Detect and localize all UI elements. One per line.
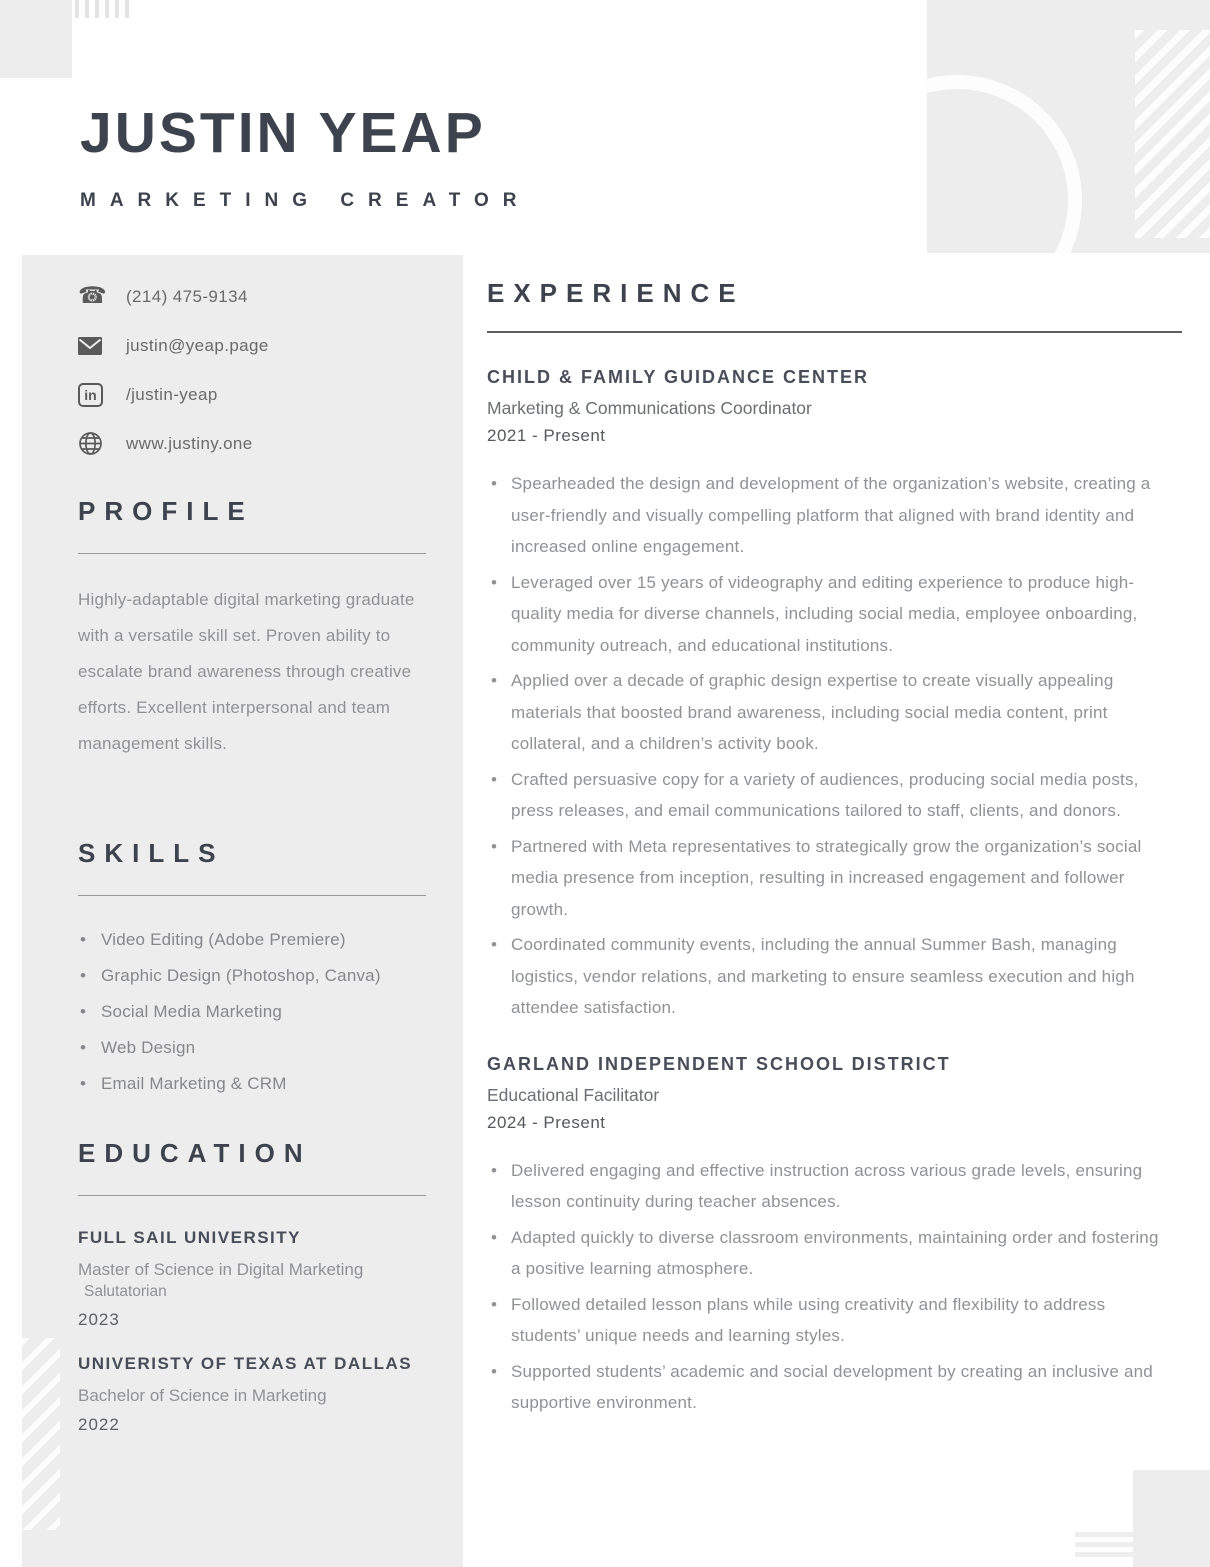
job-role: Marketing & Communications Coordinator (487, 398, 812, 418)
degree: Master of Science in Digital Marketing (78, 1260, 364, 1279)
section-divider (78, 1195, 426, 1196)
education-heading: EDUCATION (78, 1138, 312, 1168)
bullet-item: • Coordinated community events, including the annual Summer Bash, managing logistics, vendor relations, and marketing to ensure seamless execution and high attendee satisfaction. (487, 929, 1159, 1024)
skill-item: • Social Media Marketing (78, 994, 428, 1030)
corner-square-bottom-decor (1133, 1470, 1210, 1567)
person-name: JUSTIN YEAP (80, 101, 486, 165)
bullet-item: • Spearheaded the design and development of the organization’s website, creating a user-friendly and visually compelling platform that aligned with brand identity and increased online engagement. (487, 468, 1159, 563)
job-entry (487, 1054, 1184, 1419)
contact-row-phone (78, 272, 458, 321)
top-stripes-decor (75, 0, 133, 18)
skill-item: • Web Design (78, 1030, 428, 1066)
section-divider (78, 553, 426, 554)
section-divider (78, 895, 426, 896)
job-dates: 2021 - Present (487, 426, 606, 445)
degree: Bachelor of Science in Marketing (78, 1386, 327, 1405)
bullet-item: • Partnered with Meta representatives to strategically grow the organization’s social media presence from inception, resulting in increased engagement and follower growth. (487, 831, 1159, 926)
bottom-right-stripes-decor (1075, 1532, 1133, 1562)
profile-text: Highly-adaptable digital marketing graduate with a versatile skill set. Proven ability to escalate brand awareness through creative efforts. Excellent interpersonal and team management skills. (78, 590, 415, 753)
job-entry (487, 367, 1184, 1024)
email-address: justin@yeap.page (126, 335, 269, 355)
bullet-item: • Delivered engaging and effective instruction across various grade levels, ensuring lesson continuity during teacher absences. (487, 1155, 1159, 1218)
globe-icon (78, 431, 108, 456)
website-url: www.justiny.one (126, 433, 253, 453)
contact-row-linkedin (78, 370, 458, 419)
bullet-item: • Leveraged over 15 years of videography and editing experience to produce high-quality media for diverse channels, including social media, employee onboarding, community outreach, and educational institutions. (487, 567, 1159, 662)
top-right-band-decor (927, 0, 1210, 253)
experience-heading: EXPERIENCE (487, 278, 745, 308)
bullet-item: • Crafted persuasive copy for a variety of audiences, producing social media posts, press releases, and email communications tailored to staff, clients, and donors. (487, 764, 1159, 827)
honor: Salutatorian (84, 1283, 167, 1300)
phone-icon: ☎ (78, 283, 107, 309)
diagonal-stripes-decor (1135, 30, 1210, 238)
job-bullets (487, 468, 1184, 1024)
circle-ring-decor (927, 75, 1082, 253)
corner-square-decor (0, 0, 72, 78)
bullet-item: • Followed detailed lesson plans while using creativity and flexibility to address students’ unique needs and learning styles. (487, 1289, 1159, 1352)
contact-row-email (78, 321, 458, 370)
profile-section (78, 496, 428, 762)
linkedin-icon: in (78, 383, 108, 407)
phone-number: (214) 475-9134 (126, 286, 248, 306)
skills-section (78, 838, 428, 1102)
company-name: CHILD & FAMILY GUIDANCE CENTER (487, 367, 870, 387)
graduation-year: 2023 (78, 1310, 120, 1329)
skill-item: • Video Editing (Adobe Premiere) (78, 922, 428, 958)
company-name: GARLAND INDEPENDENT SCHOOL DISTRICT (487, 1053, 951, 1074)
graduation-year: 2022 (78, 1415, 120, 1434)
linkedin-handle: /justin-yeap (126, 384, 218, 404)
education-entry (78, 1228, 428, 1330)
job-bullets (487, 1155, 1184, 1419)
education-section (78, 1138, 428, 1435)
bullet-item: • Applied over a decade of graphic design expertise to create visually appealing materials that boosted brand awareness, including social media content, print collateral, and a children’s activity book. (487, 665, 1159, 760)
skill-item: • Graphic Design (Photoshop, Canva) (78, 958, 428, 994)
job-dates: 2024 - Present (487, 1112, 606, 1132)
school-name: UNIVERISTY OF TEXAS AT DALLAS (78, 1354, 413, 1373)
profile-heading: PROFILE (78, 496, 254, 526)
skill-item: • Email Marketing & CRM (78, 1066, 428, 1102)
education-entry (78, 1354, 428, 1435)
job-role: Educational Facilitator (487, 1084, 660, 1105)
skills-heading: SKILLS (78, 838, 225, 868)
sidebar-stripes-decor (22, 1338, 60, 1530)
experience-section (487, 278, 1184, 1423)
school-name: FULL SAIL UNIVERSITY (78, 1228, 302, 1247)
contact-row-website (78, 419, 458, 468)
skills-list (78, 922, 428, 1102)
job-title: MARKETING CREATOR (80, 190, 531, 211)
contact-block (78, 272, 458, 468)
email-icon (78, 337, 108, 355)
header (80, 100, 531, 212)
bullet-item: • Supported students’ academic and social development by creating an inclusive and supportive environment. (487, 1356, 1159, 1419)
section-divider (487, 331, 1182, 333)
bullet-item: • Adapted quickly to diverse classroom environments, maintaining order and fostering a positive learning atmosphere. (487, 1222, 1159, 1285)
